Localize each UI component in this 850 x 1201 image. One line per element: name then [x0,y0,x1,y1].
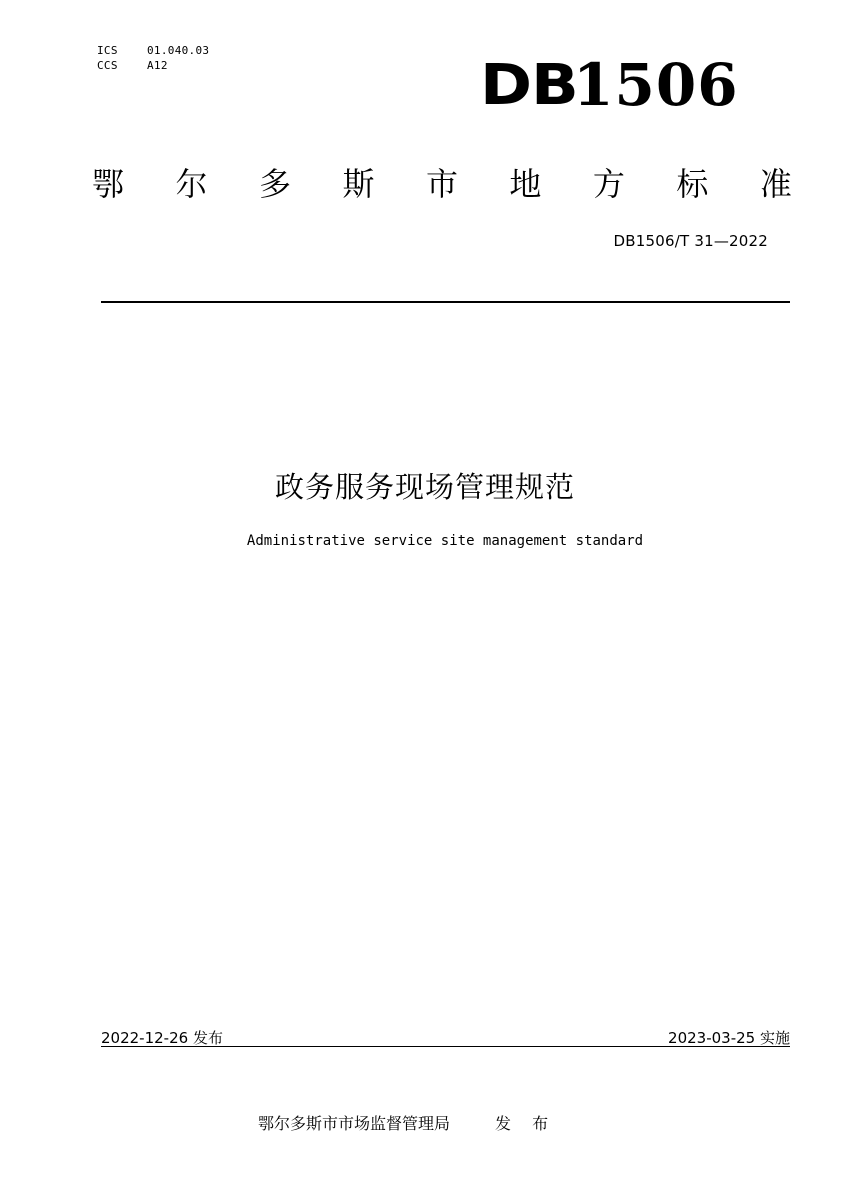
effective-date: 2023-03-25 实施 [668,1029,790,1047]
ccs-row [97,58,209,73]
db-number: 1506 [573,51,739,119]
standard-number: DB1506/T 31—2022 [613,232,768,250]
standard-type-char: 市 [425,165,458,203]
bottom-divider [101,1046,790,1047]
ics-label: ICS [97,44,118,57]
db-prefix: DB [480,53,578,118]
document-title-cn: 政务服务现场管理规范 [274,470,575,504]
classification-codes [97,43,209,73]
standard-type-char: 斯 [342,165,375,203]
document-title-en: Administrative service site management standard [246,533,644,549]
ics-row [97,43,209,58]
top-divider [101,301,790,303]
ics-value: 01.040.03 [147,44,210,57]
standard-type-char: 准 [759,165,792,203]
standard-type-char: 鄂 [92,165,125,203]
standard-type-char: 多 [258,165,291,203]
standard-type-char: 方 [592,165,625,203]
issue-date: 2022-12-26 发布 [101,1029,223,1047]
publish-action: 发 布 [495,1114,557,1133]
publisher-name: 鄂尔多斯市市场监督管理局 [258,1114,451,1133]
standard-type-char: 标 [676,165,709,203]
publisher-line [258,1111,556,1134]
ccs-label: CCS [97,59,118,72]
standard-type-char: 尔 [175,165,208,203]
standard-type-char: 地 [509,165,542,203]
standard-type-heading [92,164,792,204]
db-standard-mark [480,44,739,119]
ccs-value: A12 [147,59,168,72]
